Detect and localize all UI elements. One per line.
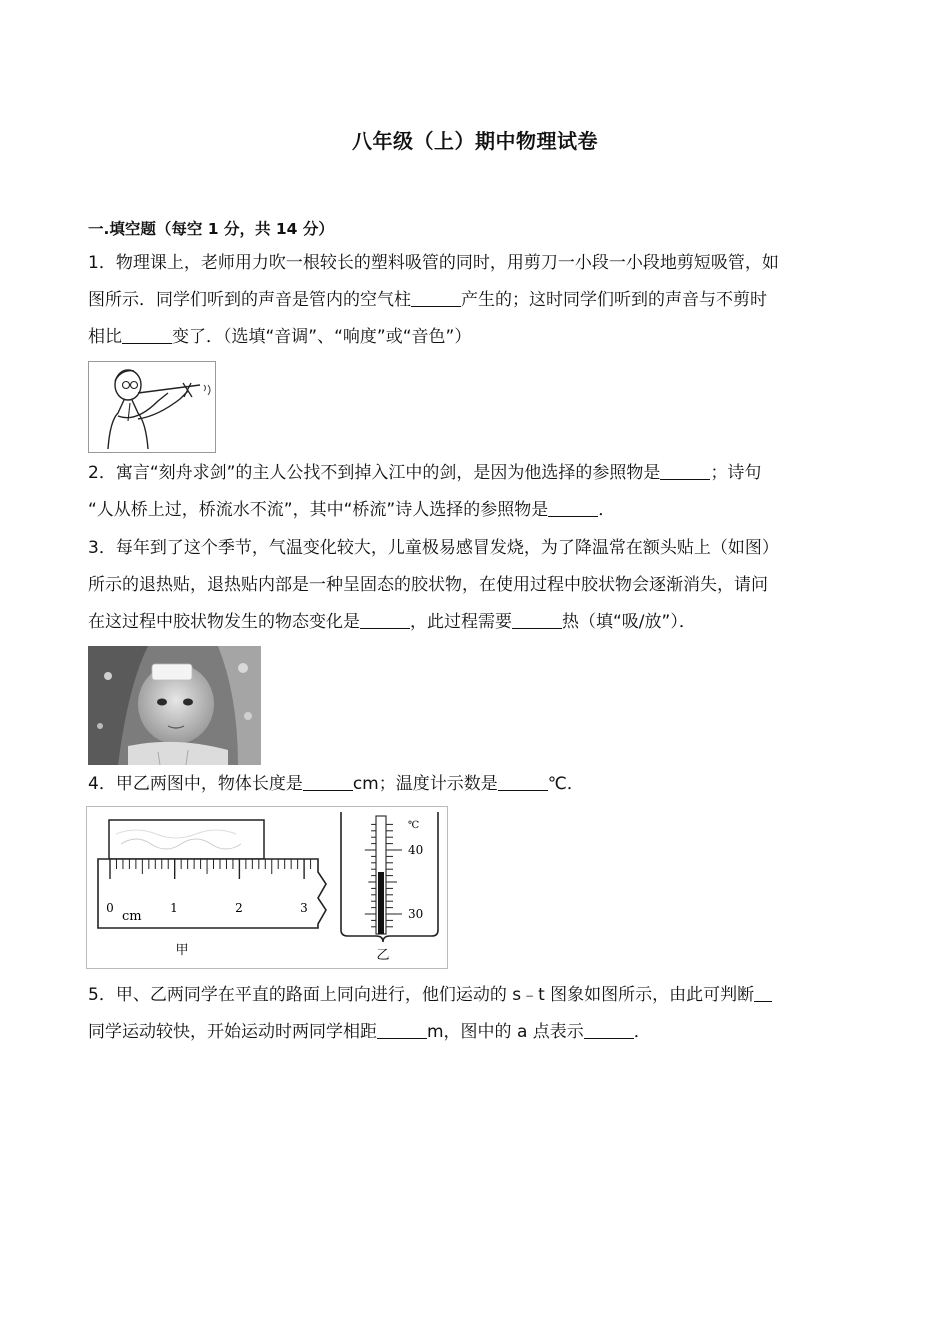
text: ，此过程需要 [410,612,512,632]
text: ． [598,500,616,520]
question-5-line-2 [88,1014,866,1051]
text: 5．甲、乙两同学在平直的路面上同向进行，他们运动的 s﹣t 图象如图所示，由此可判断 [88,985,755,1005]
answer-blank [303,770,353,791]
question-4 [88,766,866,803]
answer-blank [360,608,410,629]
ruler-tick-label: 2 [235,901,243,915]
text: cm；温度计示数是 [352,774,498,794]
answer-blank [377,1018,427,1039]
answer-blank [122,323,172,344]
ruler-thermometer-figure [86,806,448,969]
text: ． [633,1022,651,1042]
text: 热（填“吸/放”）． [562,612,696,632]
text: ；诗句 [710,463,762,483]
text: m，图中的 a 点表示 [427,1022,584,1042]
question-5-line-1 [88,977,866,1014]
question-2-line-1 [88,455,866,492]
baby-cooling-patch-photo [88,646,261,765]
answer-blank [512,608,562,629]
question-1-line-1: 1．物理课上，老师用力吹一根较长的塑料吸管的同时，用剪刀一小段一小段地剪短吸管，如 [88,253,779,273]
text: 在这过程中胶状物发生的物态变化是 [88,612,360,632]
text: 变了．（选填“音调”、“响度”或“音色”） [172,327,472,347]
ruler-tick-label: 0 [106,901,114,915]
question-3-line-2: 所示的退热贴，退热贴内部是一种呈固态的胶状物，在使用过程中胶状物会逐渐消失，请问 [88,575,768,595]
ruler-tick-label: 1 [170,901,178,915]
thermometer-tick-label: 40 [408,843,424,857]
ruler-caption: 甲 [175,943,189,958]
question-5 [88,977,866,1051]
section-heading: 一.填空题（每空 1 分，共 14 分） [88,220,334,238]
question-2 [88,455,866,529]
text: 图所示．同学们听到的声音是管内的空气柱 [88,290,411,310]
text: 产生的；这时同学们听到的声音与不剪时 [461,290,767,310]
thermometer-liquid [378,872,384,934]
answer-blank [660,459,710,480]
question-3-line-1: 3．每年到了这个季节，气温变化较大，儿童极易感冒发烧，为了降温常在额头贴上（如图） [88,538,779,558]
question-2-line-2 [88,492,866,529]
thermometer-tick-label: 30 [408,907,424,921]
text: “人从桥上过，桥流水不流”，其中“桥流”诗人选择的参照物是 [88,500,549,520]
question-1 [88,245,866,356]
question-1-line-2 [88,282,866,319]
thermometer-unit-label: ℃ [408,820,420,831]
text: ℃． [547,774,584,794]
text: 同学运动较快，开始运动时两同学相距 [88,1022,377,1042]
question-4-line-1 [88,766,866,803]
text: 相比 [88,327,122,347]
measurement-figure [86,806,448,969]
question-1-line-3 [88,319,866,356]
answer-blank [548,496,598,517]
ruler-tick-label: 3 [300,901,308,915]
page-title: 八年级（上）期中物理试卷 [352,129,598,153]
answer-blank [498,770,548,791]
text: 2．寓言“刻舟求剑”的主人公找不到掉入江中的剑，是因为他选择的参照物是 [88,463,661,483]
thermometer-caption: 乙 [376,948,390,963]
answer-blank [754,981,772,1002]
question-3 [88,530,866,641]
question-3-line-3 [88,604,866,641]
teacher-straw-figure [88,361,216,453]
text: 4．甲乙两图中，物体长度是 [88,774,303,794]
answer-blank [411,286,461,307]
ruler-unit-label: cm [122,909,142,924]
answer-blank [584,1018,634,1039]
